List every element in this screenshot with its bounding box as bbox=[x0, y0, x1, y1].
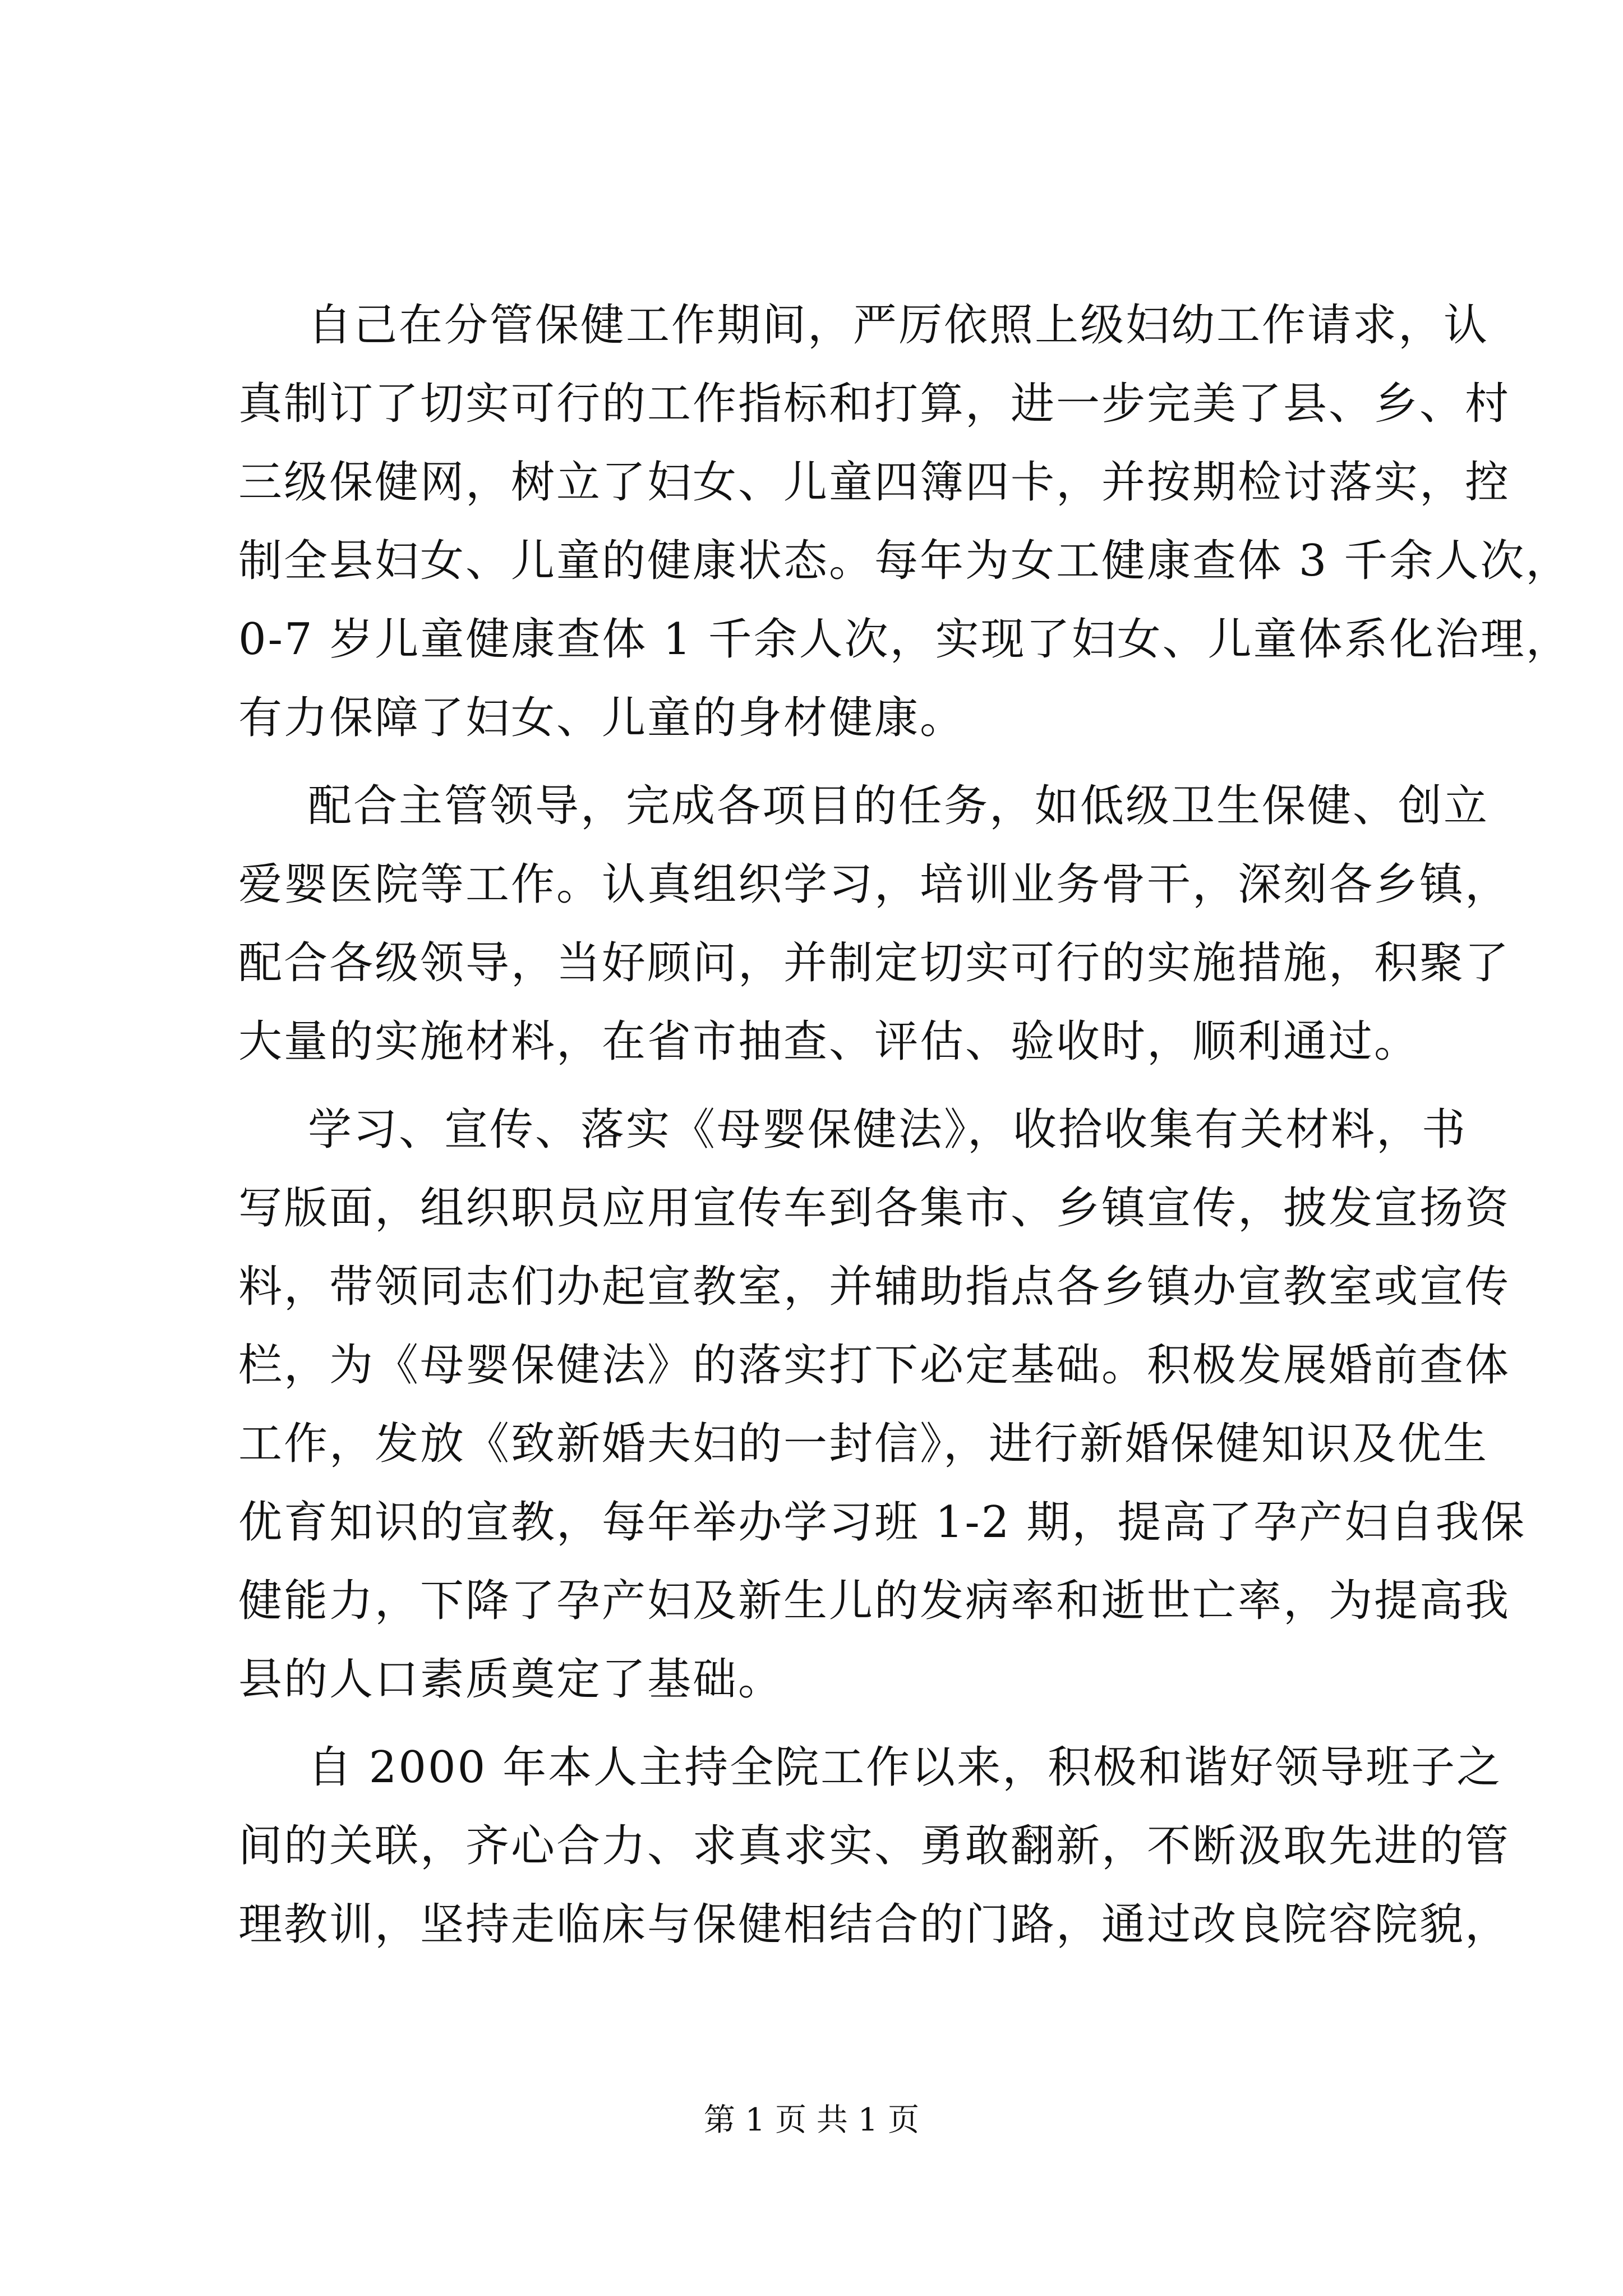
paragraph-2-line-4: 大量的实施材料，在省市抽查、评估、验收时，顺利通过。 bbox=[238, 1016, 1420, 1067]
paragraph-1-line-3: 三级保健网，树立了妇女、儿童四簿四卡，并按期检讨落实，控 bbox=[238, 457, 1511, 508]
paragraph-3-line-4: 栏，为《母婴保健法》的落实打下必定基础。积极发展婚前查体 bbox=[238, 1340, 1511, 1391]
paragraph-3-line-7: 健能力，下降了孕产妇及新生儿的发病率和逝世亡率，为提高我 bbox=[238, 1576, 1511, 1626]
paragraph-1-line-5: 0-7 岁儿童健康查体 1 千余人次，实现了妇女、儿童体系化治理， bbox=[238, 614, 1571, 665]
paragraph-4-line-3: 理教训，坚持走临床与保健相结合的门路，通过改良院容院貌， bbox=[238, 1899, 1511, 1950]
paragraph-1-line-2: 真制订了切实可行的工作指标和打算，进一步完美了县、乡、村 bbox=[238, 379, 1511, 429]
document-body bbox=[238, 286, 1571, 1964]
paragraph-4-line-1: 自 2000 年本人主持全院工作以来，积极和谐好领导班子之 bbox=[308, 1742, 1502, 1793]
paragraph-3-line-1: 学习、宣传、落实《母婴保健法》，收拾收集有关材料，书 bbox=[308, 1105, 1468, 1155]
paragraph-3-line-8: 县的人口素质奠定了基础。 bbox=[238, 1654, 784, 1705]
paragraph-4-line-2: 间的关联，齐心合力、求真求实、勇敢翻新，不断汲取先进的管 bbox=[238, 1821, 1511, 1871]
paragraph-2-line-2: 爱婴医院等工作。认真组织学习，培训业务骨干，深刻各乡镇， bbox=[238, 859, 1511, 910]
page-number-footer: 第 1 页 共 1 页 bbox=[703, 2102, 920, 2138]
paragraph-3-line-5: 工作，发放《致新婚夫妇的一封信》，进行新婚保健知识及优生 bbox=[238, 1419, 1489, 1469]
paragraph-1-line-1: 自己在分管保健工作期间，严厉依照上级妇幼工作请求，认 bbox=[308, 300, 1490, 351]
paragraph-3-line-2: 写版面，组织职员应用宣传车到各集市、乡镇宣传，披发宣扬资 bbox=[238, 1183, 1511, 1234]
paragraph-2-line-1: 配合主管领导，完成各项目的任务，如低级卫生保健、创立 bbox=[308, 781, 1490, 831]
paragraph-2-line-3: 配合各级领导，当好顾问，并制定切实可行的实施措施，积聚了 bbox=[238, 938, 1511, 988]
paragraph-3-line-6: 优育知识的宣教，每年举办学习班 1-2 期，提高了孕产妇自我保 bbox=[238, 1497, 1527, 1548]
paragraph-3-line-3: 料，带领同志们办起宣教室，并辅助指点各乡镇办宣教室或宣传 bbox=[238, 1262, 1511, 1312]
paragraph-1-line-4: 制全县妇女、儿童的健康状态。每年为女工健康查体 3 千余人次， bbox=[238, 536, 1571, 586]
paragraph-1-line-6: 有力保障了妇女、儿童的身材健康。 bbox=[238, 693, 966, 743]
